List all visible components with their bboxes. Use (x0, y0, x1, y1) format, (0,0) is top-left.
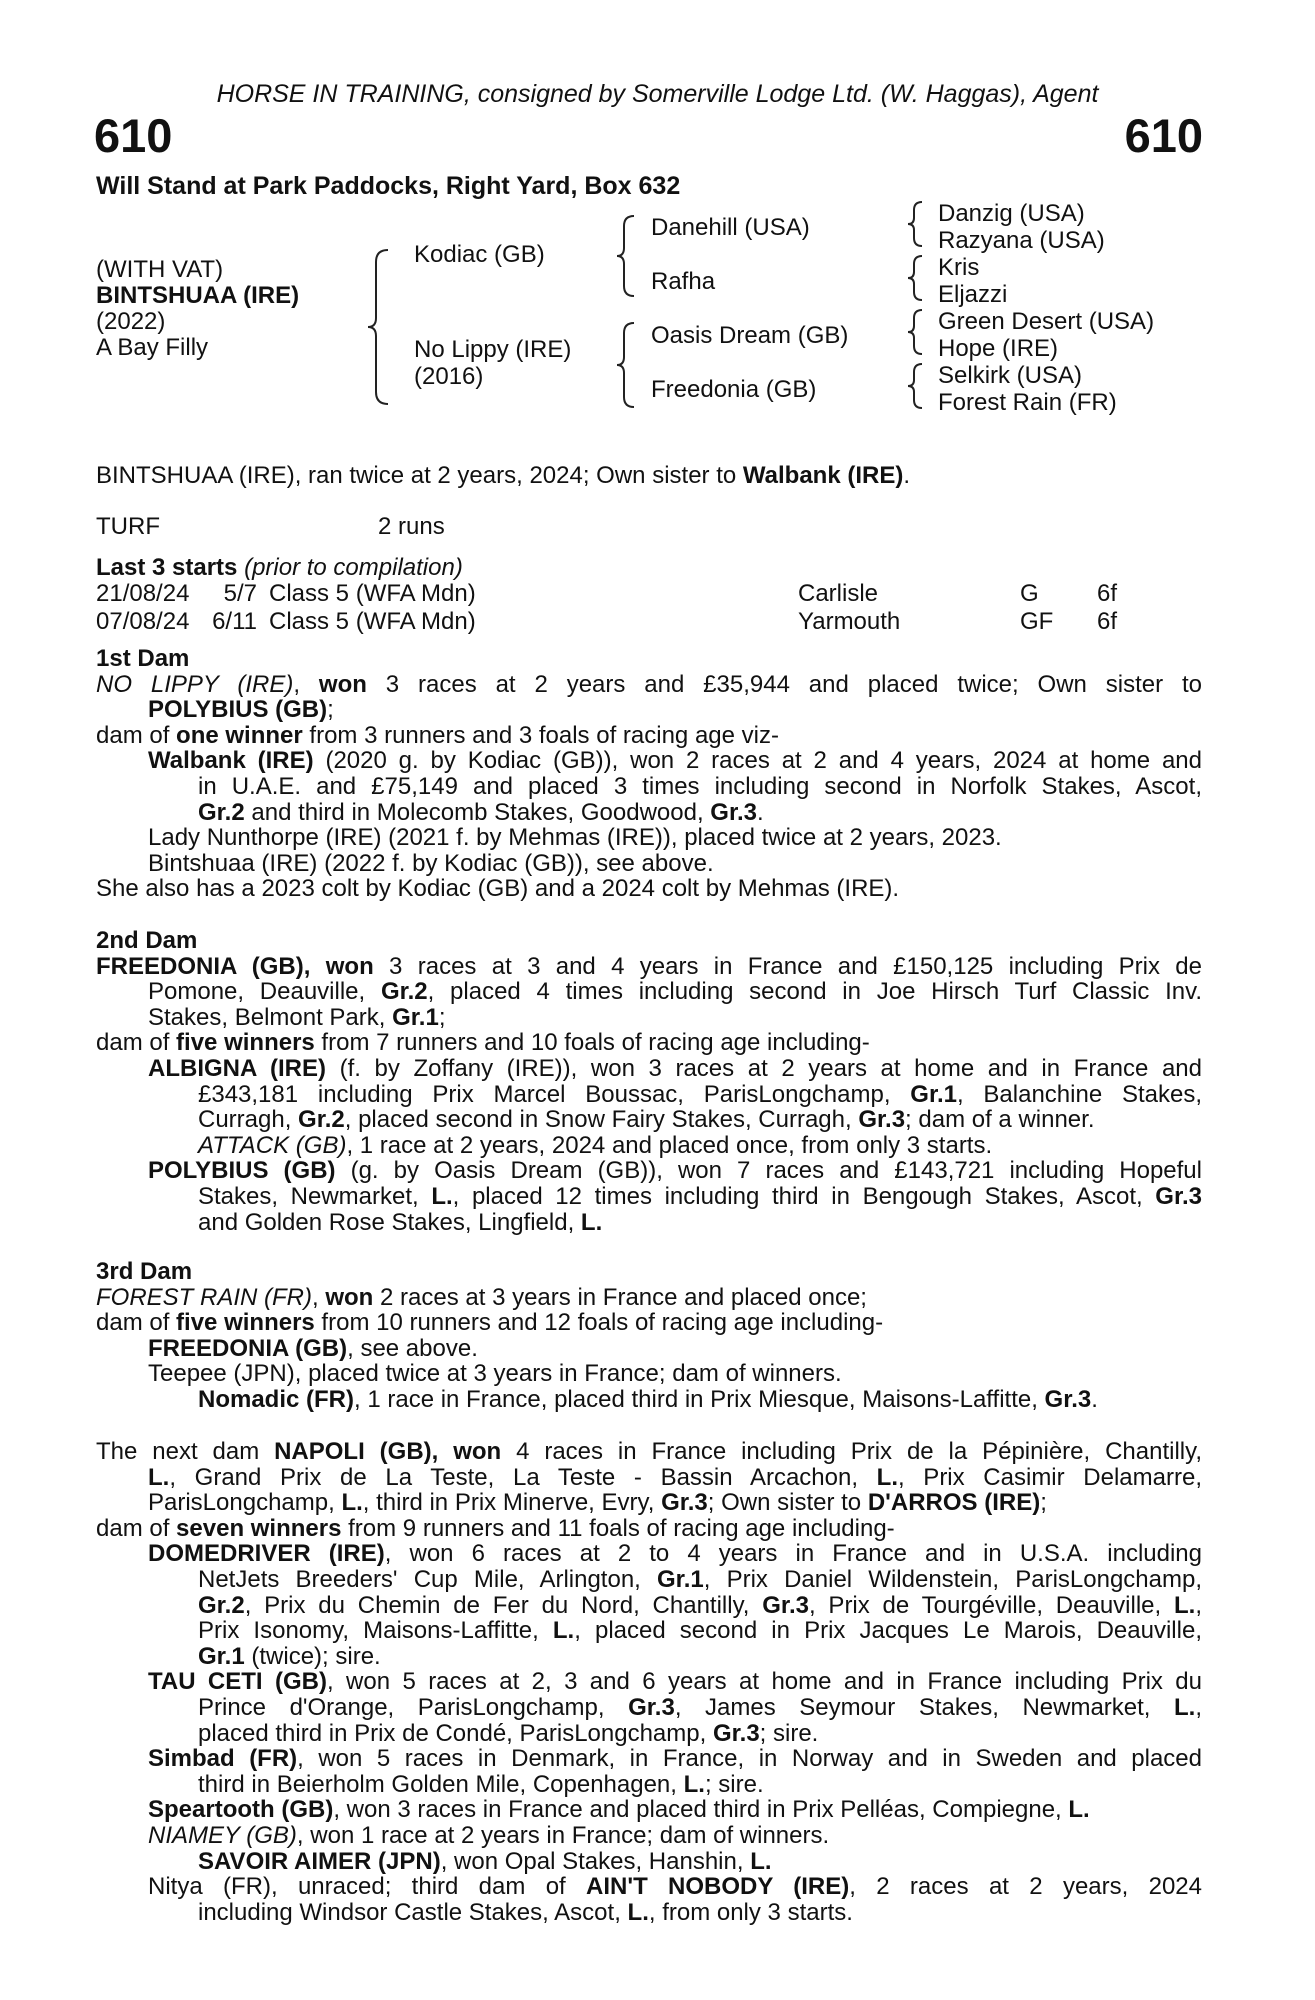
consignment-header: HORSE IN TRAINING, consigned by Somerville Lodge Ltd. (W. Haggas), Agent (216, 80, 1099, 108)
summary-sibling: Walbank (IRE) (742, 462, 904, 489)
next-dam-section: The next dam NAPOLI (GB), won 4 races in France including Prix de la Pépinière, Chantilly, L., Grand Prix de La Teste, La Teste - Bassin Arcachon, L., Prix Casimir Delamarre, ParisLongchamp, L., third in Prix Minerve, Evry, Gr.3; Own sister to D'ARROS (IRE); dam of seven winners from 9 runners and 11 foals of racing age including- DOMEDRIVER (IRE), won 6 races at 2 to 4 years in France and in U.S.A. including NetJets Breeders' Cup Mile, Arlington, Gr.1, Prix Daniel Wildenstein, ParisLongchamp, Gr.2, Prix du Chemin de Fer du Nord, Chantilly, Gr.3, Prix de Tourgéville, Deauville, L., Prix Isonomy, Maisons-Laffitte, L., placed second in Prix Jacques Le Marois, Deauville, Gr.1 (twice); sire. TAU CETI (GB), won 5 races at 2, 3 and 6 years at home and in France including Prix du Prince d'Orange, ParisLongchamp, Gr.3, James Seymour Stakes, Newmarket, L., placed third in Prix de Condé, ParisLongchamp, Gr.3; sire. Simbad (FR), won 5 races in Denmark, in France, in Norway and in Sweden and placed third in Beierholm Golden Mile, Copenhagen, L.; sire. Speartooth (GB), won 3 races in France and placed third in Prix Pelléas, Compiegne, L. NIAMEY (GB), won 1 race at 2 years in France; dam of winners. SAVOIR AIMER (JPN), won Opal Stakes, Hanshin, L. Nitya (FR), unraced; third dam of AIN'T NOBODY (IRE), 2 races at 2 years, 2024 including Windsor Castle Stakes, Ascot, L., from only 3 starts. (96, 1438, 1203, 1926)
ggp-2: Razyana (USA) (938, 227, 1105, 254)
race-summary: BINTSHUAA (IRE), ran twice at 2 years, 2024; Own sister to Walbank (IRE). (96, 462, 911, 489)
ggp-4: Eljazzi (938, 281, 1008, 308)
dam-dam: Freedonia (GB) (651, 376, 817, 403)
ggp-3: Kris (938, 254, 980, 281)
last-starts-table (96, 580, 1117, 636)
lot-number-left: 610 (94, 109, 173, 162)
horse-description: A Bay Filly (96, 334, 209, 361)
ggp-7: Selkirk (USA) (938, 362, 1083, 389)
third-dam-section: 3rd Dam FOREST RAIN (FR), won 2 races at 3 years in France and placed once; dam of five winners from 10 runners and 12 foals of racing age including- FREEDONIA (GB), see above. Teepee (JPN), placed twice at 3 years in France; dam of winners. Nomadic (FR), 1 race in France, placed third in Prix Miesque, Maisons-Laffitte, Gr.3. (96, 1259, 1202, 1413)
section-heading: 3rd Dam (96, 1258, 193, 1285)
second-dam-section: 2nd Dam FREEDONIA (GB), won 3 races at 3 and 4 years in France and £150,125 including Prix de Pomone, Deauville, Gr.2, placed 4 times including second in Joe Hirsch Turf Classic Inv. Stakes, Belmont Park, Gr.1; dam of five winners from 7 runners and 10 foals of racing age including- ALBIGNA (IRE) (f. by Zoffany (IRE)), won 3 races at 2 years at home and in France and £343,181 including Prix Marcel Boussac, ParisLongchamp, Gr.1, Balanchine Stakes, Curragh, Gr.2, placed second in Snow Fairy Stakes, Curragh, Gr.3; dam of a winner. ATTACK (GB), 1 race at 2 years, 2024 and placed once, from only 3 starts. POLYBIUS (GB) (g. by Oasis Dream (GB)), won 7 races and £143,721 including Hopeful Stakes, Newmarket, L., placed 12 times including third in Bengough Stakes, Ascot, Gr.3 and Golden Rose Stakes, Lingfield, L. (96, 927, 1202, 1236)
lot-number-right: 610 (1124, 109, 1203, 162)
start-row: 21/08/24 5/7 Class 5 (WFA Mdn) Carlisle G 6f (96, 580, 1118, 607)
horse-name: BINTSHUAA (IRE) (96, 282, 300, 309)
section-heading: 1st Dam (96, 645, 190, 672)
ggp-5: Green Desert (USA) (938, 308, 1155, 335)
surface-runs: 2 runs (378, 513, 445, 540)
sire-brace-icon (614, 214, 638, 298)
horse-year: (2022) (96, 308, 166, 335)
dam-name: No Lippy (IRE) (414, 336, 572, 363)
ggp-8: Forest Rain (FR) (938, 389, 1117, 416)
surface-label: TURF (96, 513, 160, 540)
sire-name: Kodiac (GB) (414, 241, 545, 268)
horse-identity (96, 257, 299, 361)
vat-note: (WITH VAT) (96, 256, 224, 283)
dam-brace-icon (614, 321, 638, 409)
ggp-1: Danzig (USA) (938, 200, 1085, 227)
section-heading: 2nd Dam (96, 927, 198, 954)
dam-sire: Oasis Dream (GB) (651, 322, 849, 349)
first-dam-section: 1st Dam NO LIPPY (IRE), won 3 races at 2 years and £35,944 and placed twice; Own sister to POLYBIUS (GB); dam of one winner from 3 runners and 3 foals of racing age viz- Walbank (IRE) (2020 g. by Kodiac (GB)), won 2 races at 2 and 4 years, 2024 at home and in U.A.E. and £75,149 and placed 3 times including second in Norfolk Stakes, Ascot, Gr.2 and third in Molecomb Stakes, Goodwood, Gr.3. Lady Nunthorpe (IRE) (2021 f. by Mehmas (IRE)), placed twice at 2 years, 2023. Bintshuaa (IRE) (2022 f. by Kodiac (GB)), see above. She also has a 2023 colt by Kodiac (GB) and a 2024 colt by Mehmas (IRE). (96, 645, 1203, 903)
start-row: 07/08/24 6/11 Class 5 (WFA Mdn) Yarmouth GF 6f (96, 608, 1118, 635)
last-starts-heading: Last 3 starts (prior to compilation) (96, 554, 463, 581)
dam-year: (2016) (414, 363, 484, 390)
grandparent-braces-icon (904, 200, 926, 416)
main-brace-icon (364, 248, 394, 406)
sire-sire: Danehill (USA) (651, 214, 810, 241)
ggp-6: Hope (IRE) (938, 335, 1059, 362)
stand-location: Will Stand at Park Paddocks, Right Yard, Box 632 (96, 172, 681, 200)
sire-dam: Rafha (651, 268, 716, 295)
